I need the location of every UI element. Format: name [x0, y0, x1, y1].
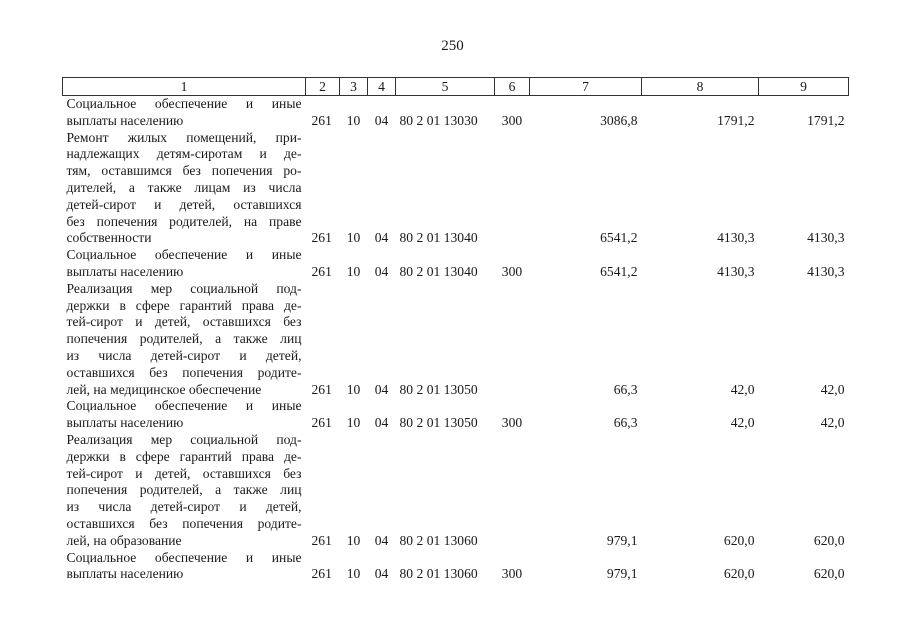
column-header: 7: [530, 78, 642, 96]
description-line: детей-сирот и детей, оставшихся: [66, 196, 302, 212]
target-article-cell: 80 2 01 13040: [399, 230, 478, 246]
row-description: [63, 398, 306, 432]
column-header: 9: [759, 78, 849, 96]
amount-col7-cell: 3086,8: [600, 112, 638, 128]
description-line: лей, на образование: [66, 532, 182, 548]
amount-col9-cell: 4130,3: [807, 263, 845, 279]
amount-col8-cell: 42,0: [730, 415, 755, 431]
expense-type-cell: [495, 432, 530, 550]
table-row: [63, 432, 849, 550]
expense-type-cell: 300: [501, 415, 523, 431]
amount-col8-cell: 1791,2: [717, 112, 755, 128]
description-line: Социальное обеспечение и иные: [66, 247, 302, 263]
description-line: выплаты населению: [66, 566, 184, 582]
amount-col9-cell: 1791,2: [807, 112, 845, 128]
section-code-cell: 10: [346, 566, 361, 582]
description-line: надлежащих детям-сиротам и де-: [66, 146, 302, 162]
table-row: [63, 247, 849, 281]
subsection-code-cell: 04: [374, 381, 389, 397]
description-line: Социальное обеспечение и иные: [66, 96, 302, 111]
description-line: из числа детей-сирот и детей,: [66, 499, 302, 515]
column-header: 3: [340, 78, 368, 96]
target-article-cell: 80 2 01 13060: [399, 566, 478, 582]
amount-col7-cell: 6541,2: [600, 263, 638, 279]
description-line: Социальное обеспечение и иные: [66, 398, 302, 414]
table-row: [63, 96, 849, 130]
amount-col9-cell: 42,0: [820, 381, 845, 397]
amount-col7-cell: 6541,2: [600, 230, 638, 246]
description-line: держки в сфере гарантий права де-: [66, 297, 302, 313]
description-line: попечения родителей, а также лиц: [66, 331, 302, 347]
expense-type-cell: [495, 281, 530, 399]
description-line: выплаты населению: [66, 415, 184, 431]
description-line: тей-сирот и детей, оставшихся без: [66, 314, 302, 330]
subsection-code-cell: 04: [374, 532, 389, 548]
description-line: попечения родителей, а также лиц: [66, 482, 302, 498]
table-row: [63, 550, 849, 584]
row-description: [63, 281, 306, 399]
amount-col8-cell: 4130,3: [717, 263, 755, 279]
description-line: дителей, а также лицам из числа: [66, 179, 302, 195]
amount-col9-cell: 620,0: [813, 532, 845, 548]
expense-type-cell: 300: [501, 263, 523, 279]
subsection-code-cell: 04: [374, 230, 389, 246]
amount-col7-cell: 66,3: [613, 381, 638, 397]
amount-col9-cell: 42,0: [820, 415, 845, 431]
ministry-code-cell: 261: [311, 415, 332, 431]
table-row: [63, 281, 849, 399]
description-line: Ремонт жилых помещений, при-: [66, 129, 302, 145]
description-line: Реализация мер социальной под-: [66, 431, 302, 447]
row-description: [63, 130, 306, 248]
amount-col8-cell: 42,0: [730, 381, 755, 397]
ministry-code-cell: 261: [311, 532, 332, 548]
amount-col7-cell: 979,1: [606, 566, 638, 582]
table-body: [63, 96, 849, 584]
section-code-cell: 10: [346, 532, 361, 548]
column-header: 4: [368, 78, 396, 96]
description-line: выплаты населению: [66, 263, 184, 279]
table-header: [63, 78, 849, 96]
description-line: оставшихся без попечения родите-: [66, 515, 302, 531]
target-article-cell: 80 2 01 13060: [399, 532, 478, 548]
row-description: [63, 550, 306, 584]
column-header: 5: [396, 78, 495, 96]
ministry-code-cell: 261: [311, 112, 332, 128]
description-line: Социальное обеспечение и иные: [66, 549, 302, 565]
expense-type-cell: [495, 130, 530, 248]
description-line: Реализация мер социальной под-: [66, 280, 302, 296]
amount-col8-cell: 620,0: [723, 566, 755, 582]
row-description: [63, 432, 306, 550]
description-line: из числа детей-сирот и детей,: [66, 347, 302, 363]
description-line: тям, оставшимся без попечения ро-: [66, 163, 302, 179]
row-description: [63, 96, 306, 130]
target-article-cell: 80 2 01 13030: [399, 112, 478, 128]
description-line: собственности: [66, 230, 152, 246]
description-line: лей, на медицинское обеспечение: [66, 381, 262, 397]
target-article-cell: 80 2 01 13050: [399, 381, 478, 397]
ministry-code-cell: 261: [311, 566, 332, 582]
row-description: [63, 247, 306, 281]
table-row: [63, 398, 849, 432]
column-header: 1: [63, 78, 306, 96]
description-line: выплаты населению: [66, 112, 184, 128]
amount-col7-cell: 979,1: [606, 532, 638, 548]
section-code-cell: 10: [346, 230, 361, 246]
page-number: 250: [441, 38, 464, 54]
amount-col9-cell: 620,0: [813, 566, 845, 582]
section-code-cell: 10: [346, 263, 361, 279]
amount-col9-cell: 4130,3: [807, 230, 845, 246]
amount-col8-cell: 620,0: [723, 532, 755, 548]
amount-col7-cell: 66,3: [613, 415, 638, 431]
expense-type-cell: 300: [501, 112, 523, 128]
column-header: 6: [495, 78, 530, 96]
section-code-cell: 10: [346, 112, 361, 128]
section-code-cell: 10: [346, 381, 361, 397]
ministry-code-cell: 261: [311, 381, 332, 397]
section-code-cell: 10: [346, 415, 361, 431]
description-line: тей-сирот и детей, оставшихся без: [66, 465, 302, 481]
column-header: 8: [642, 78, 759, 96]
amount-col8-cell: 4130,3: [717, 230, 755, 246]
subsection-code-cell: 04: [374, 112, 389, 128]
subsection-code-cell: 04: [374, 415, 389, 431]
expense-type-cell: 300: [501, 566, 523, 582]
ministry-code-cell: 261: [311, 230, 332, 246]
budget-table: [62, 77, 849, 583]
column-header: 2: [306, 78, 340, 96]
target-article-cell: 80 2 01 13050: [399, 415, 478, 431]
description-line: без попечения родителей, на праве: [66, 213, 302, 229]
subsection-code-cell: 04: [374, 566, 389, 582]
description-line: оставшихся без попечения родите-: [66, 364, 302, 380]
ministry-code-cell: 261: [311, 263, 332, 279]
table-row: [63, 130, 849, 248]
description-line: держки в сфере гарантий права де-: [66, 448, 302, 464]
subsection-code-cell: 04: [374, 263, 389, 279]
target-article-cell: 80 2 01 13040: [399, 263, 478, 279]
